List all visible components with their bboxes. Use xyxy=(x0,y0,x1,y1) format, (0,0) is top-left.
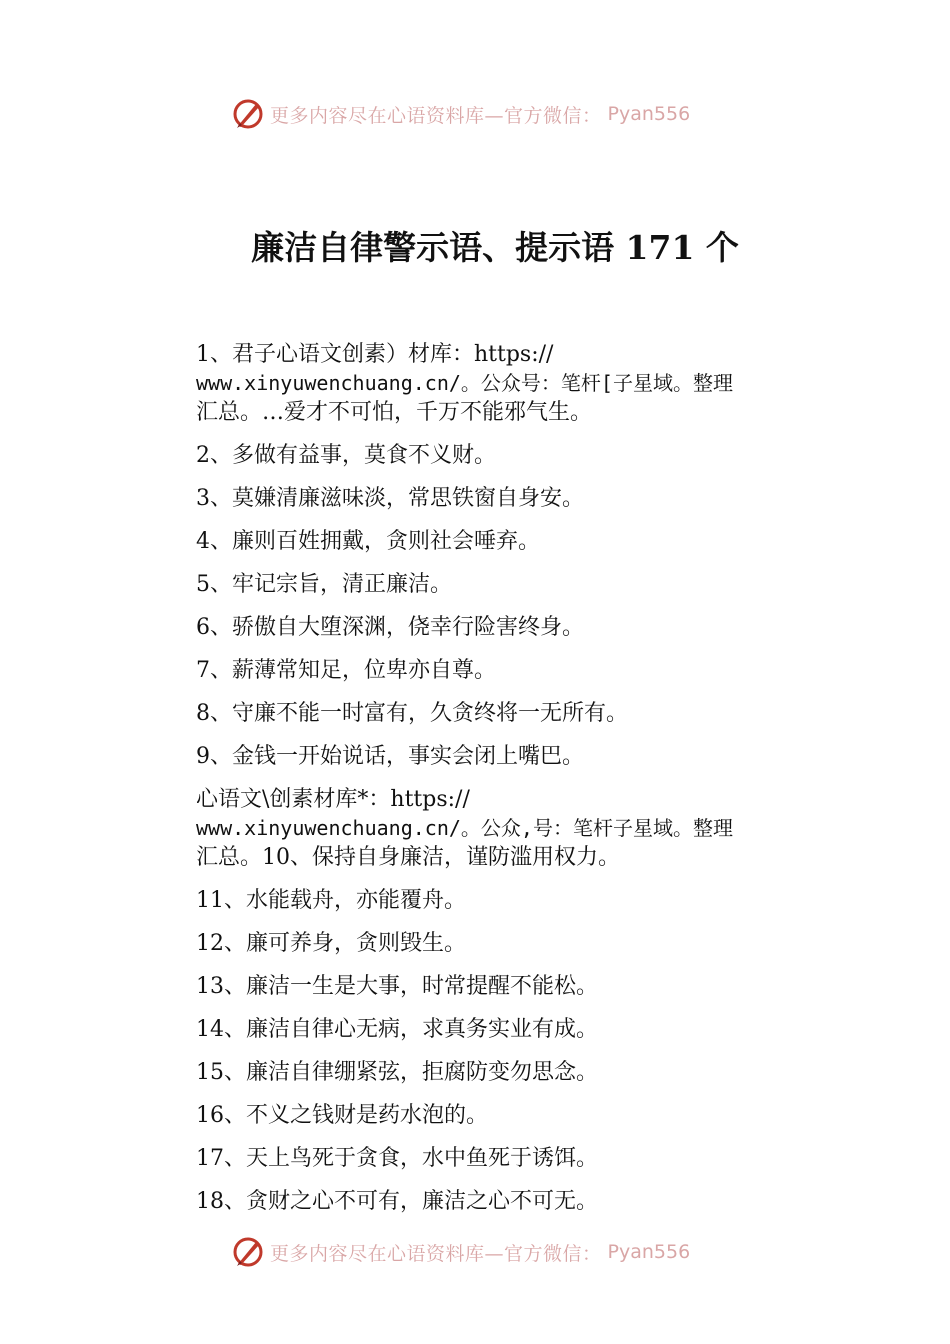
list-item: 3、莫嫌清廉滋味淡，常思铁窗自身安。 xyxy=(196,486,584,511)
footer-banner xyxy=(230,1234,730,1270)
quill-logo-icon xyxy=(230,96,266,132)
list-item: 11、水能载舟，亦能覆舟。 xyxy=(196,888,466,913)
list-item: 6、骄傲自大堕深渊，侥幸行险害终身。 xyxy=(196,615,584,640)
header-wechat-id: Pyan556 xyxy=(607,103,691,125)
list-item: 2、多做有益事，莫食不义财。 xyxy=(196,443,496,468)
footer-wechat-id: Pyan556 xyxy=(607,1241,691,1263)
list-item-line: www.xinyuwenchuang.cn/。公众号：笔杆[子星域。整理 xyxy=(196,371,733,395)
list-item-line: 心语文\创素材库*：https:// xyxy=(196,787,470,812)
list-item: 4、廉则百姓拥戴，贪则社会唾弃。 xyxy=(196,529,540,554)
list-item xyxy=(196,785,826,872)
quill-logo-icon xyxy=(230,1234,266,1270)
list-item: 16、不义之钱财是药水泡的。 xyxy=(196,1103,488,1128)
list-item: 18、贪财之心不可有，廉洁之心不可无。 xyxy=(196,1189,598,1214)
list-item-line: www.xinyuwenchuang.cn/。公众,号：笔杆子星域。整理 xyxy=(196,816,733,840)
list-item: 12、廉可养身，贪则毁生。 xyxy=(196,931,466,956)
list-item: 15、廉洁自律绷紧弦，拒腐防变勿思念。 xyxy=(196,1060,598,1085)
list-item: 17、天上鸟死于贪食，水中鱼死于诱饵。 xyxy=(196,1146,598,1171)
list-item: 5、牢记宗旨，清正廉洁。 xyxy=(196,572,452,597)
list-item-line: 汇总。10、保持自身廉洁，谨防滥用权力。 xyxy=(196,845,620,870)
document-title: 廉洁自律警示语、提示语 171 个 xyxy=(251,228,739,267)
footer-banner-text: 更多内容尽在心语资料库—官方微信： xyxy=(270,1242,602,1265)
list-item-line: 1、君子心语文创素）材库：https:// xyxy=(196,342,554,367)
slogan-list xyxy=(196,340,826,1230)
header-banner-text: 更多内容尽在心语资料库—官方微信： xyxy=(270,104,602,127)
header-banner xyxy=(230,96,730,132)
list-item: 7、薪薄常知足，位卑亦自尊。 xyxy=(196,658,496,683)
list-item: 13、廉洁一生是大事，时常提醒不能松。 xyxy=(196,974,598,999)
list-item xyxy=(196,340,826,427)
list-item: 9、金钱一开始说话，事实会闭上嘴巴。 xyxy=(196,744,584,769)
list-item: 8、守廉不能一时富有，久贪终将一无所有。 xyxy=(196,701,628,726)
list-item: 14、廉洁自律心无病，求真务实业有成。 xyxy=(196,1017,598,1042)
list-item-line: 汇总。…爱才不可怕，千万不能邪气生。 xyxy=(196,400,593,425)
